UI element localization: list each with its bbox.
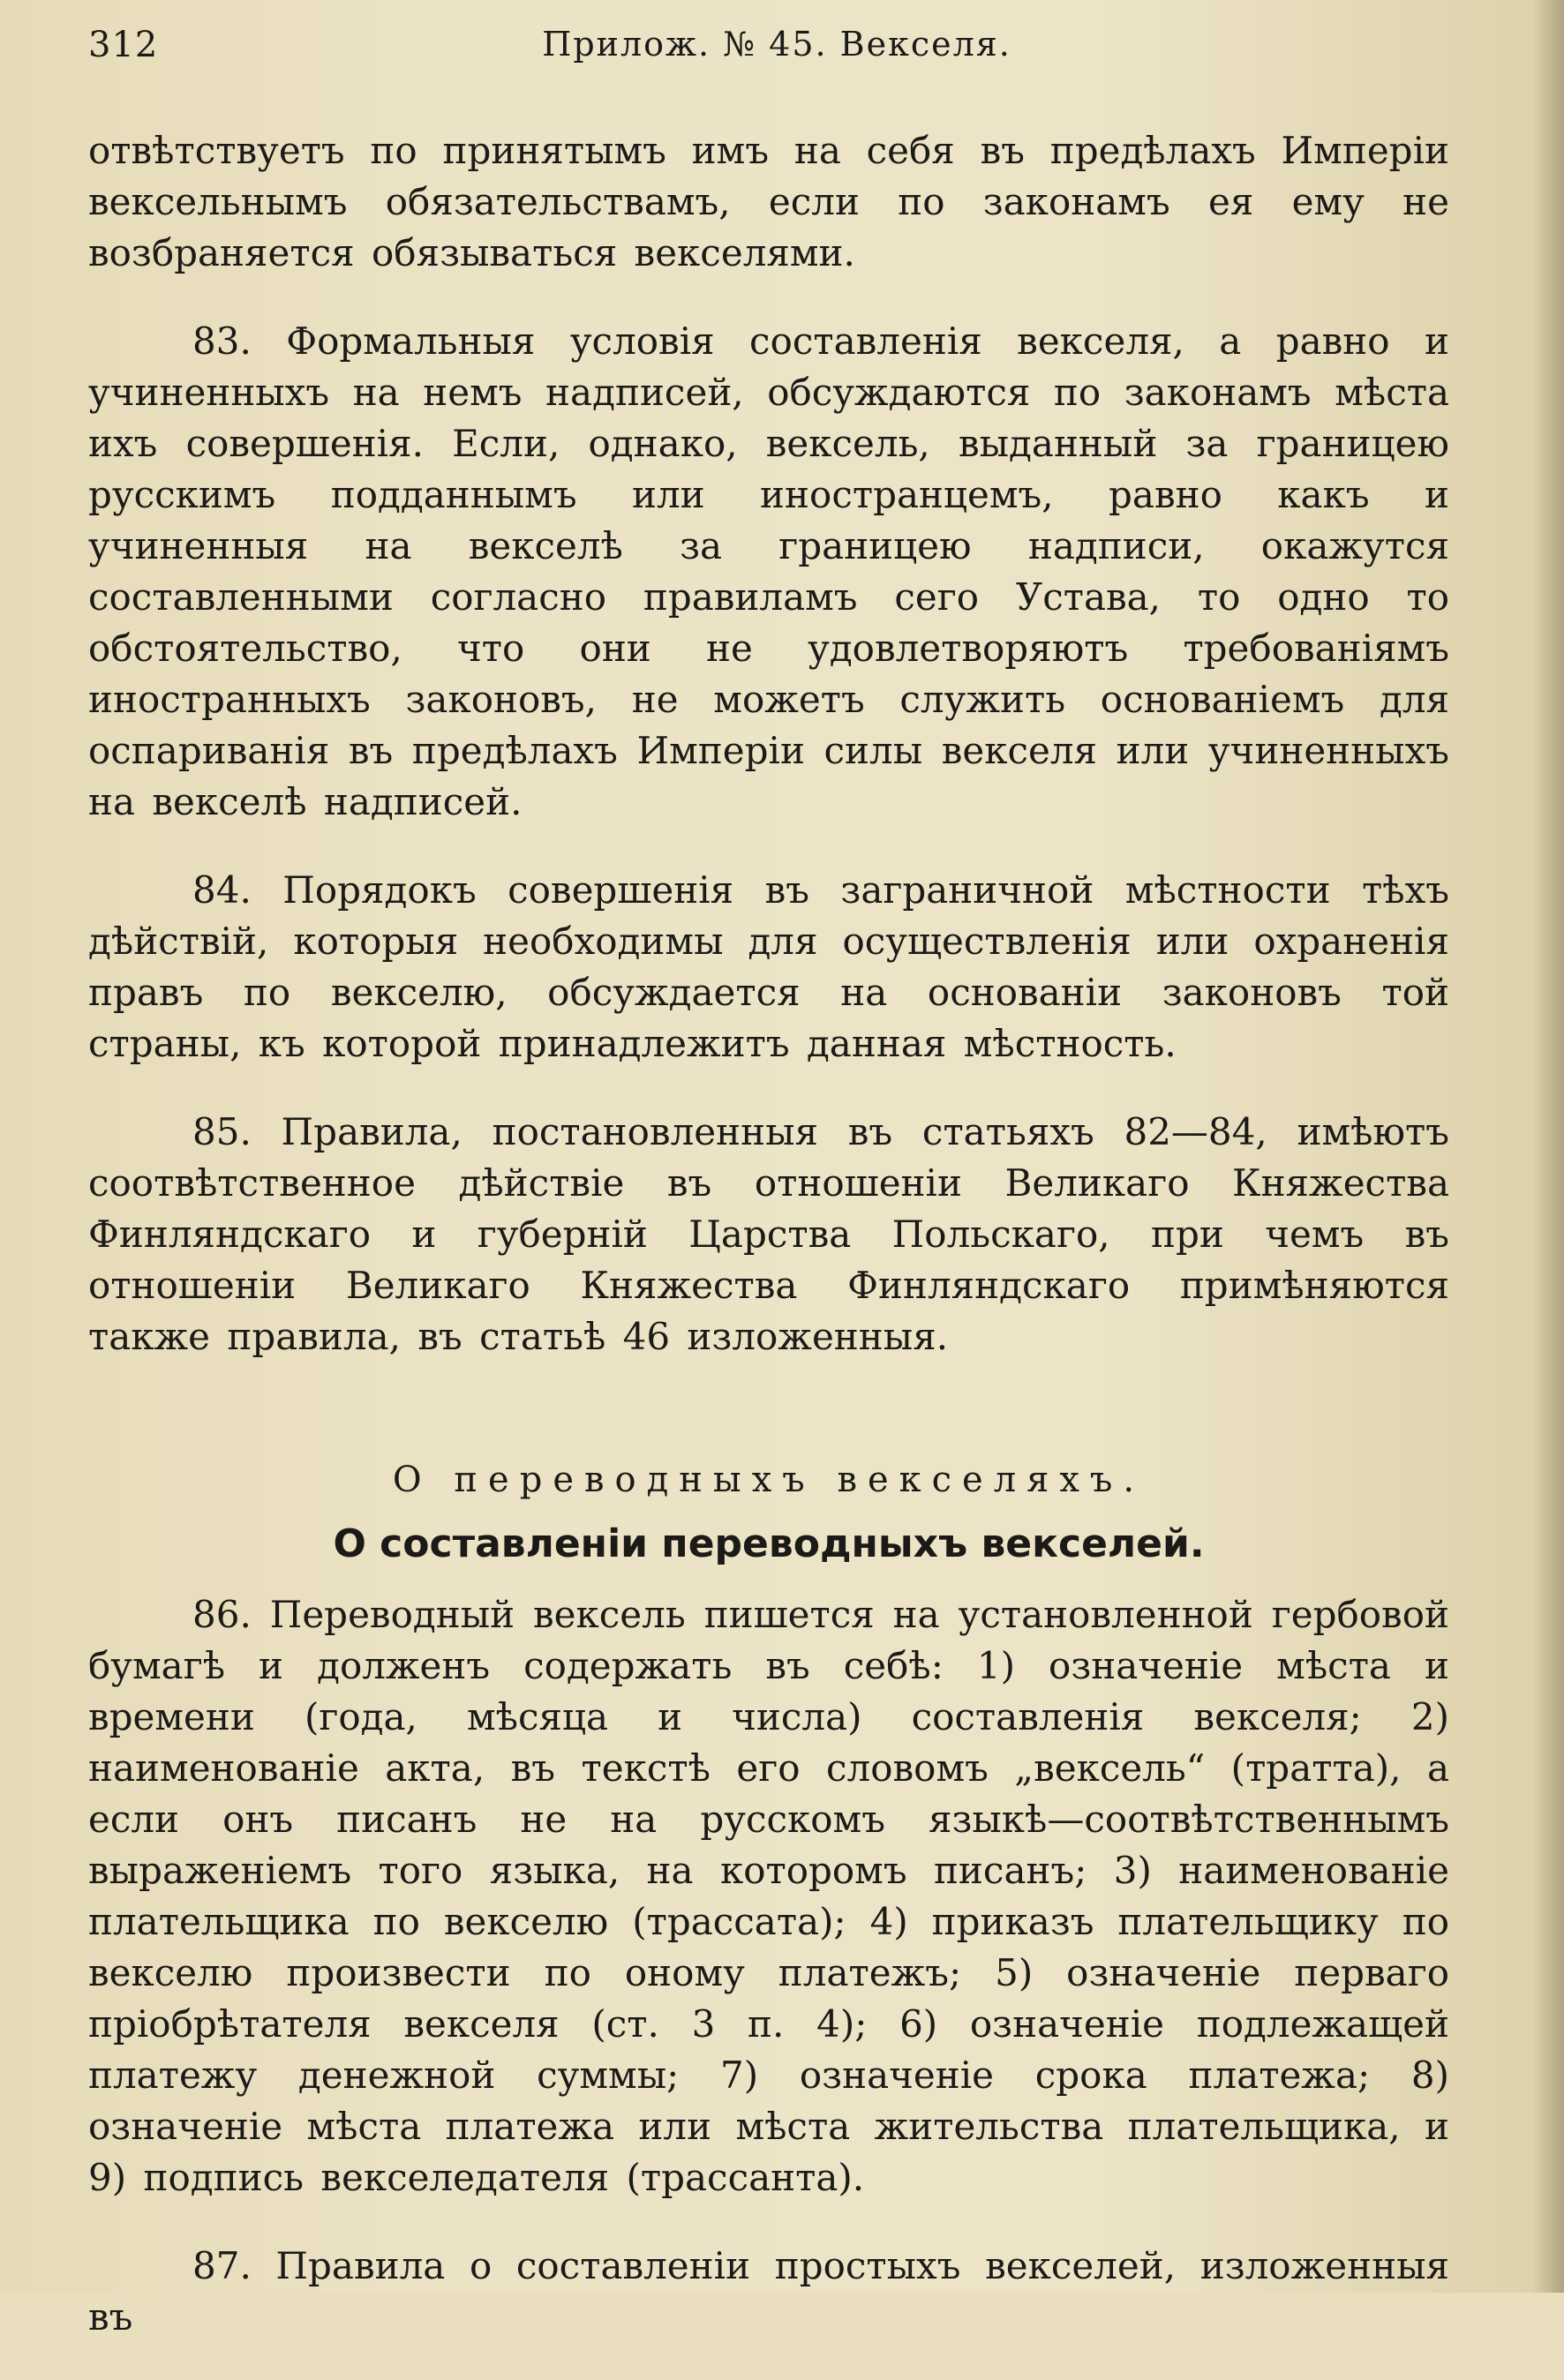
article-83: 83. Формальныя условія составленія векселя, а равно и учиненныхъ на немъ надписей, обсуждаются по законамъ мѣста ихъ совершенія. Если, однако, вексель, выданный за границею русскимъ подданнымъ или иностранцемъ, равно какъ и учиненныя на векселѣ за границею надписи, окажутся составленными согласно правиламъ сего Устава, то одно то обстоятельство, что они не удовлетворяютъ требованіямъ иностранныхъ законовъ, не можетъ служить основаніемъ для оспариванія въ предѣлахъ Имперіи силы векселя или учиненныхъ на векселѣ надписей. bbox=[88, 319, 1449, 823]
page-number: 312 bbox=[88, 25, 159, 65]
subsection-heading: О составленіи переводныхъ векселей. bbox=[333, 1521, 1205, 1566]
page-header bbox=[88, 25, 1465, 78]
article-84: 84. Порядокъ совершенія въ заграничной мѣстности тѣхъ дѣйствій, которыя необходимы для осуществленія или охраненія правъ по векселю, обсуждается на основаніи законовъ той страны, къ которой принадлежитъ данная мѣстность. bbox=[88, 868, 1449, 1065]
paragraph-continuation: отвѣтствуетъ по принятымъ имъ на себя въ предѣлахъ Имперіи вексельнымъ обязательствамъ, если по законамъ ея ему не возбраняется обязываться векселями. bbox=[88, 129, 1449, 274]
page-edge-shadow bbox=[1532, 0, 1564, 2293]
section-heading: О переводныхъ векселяхъ. bbox=[392, 1460, 1146, 1500]
article-86: 86. Переводный вексель пишется на установленной гербовой бумагѣ и долженъ содержать въ себѣ: 1) означеніе мѣста и времени (года, мѣсяца и числа) составленія векселя; 2) наименованіе акта, въ текстѣ его словомъ „вексель“ (тратта), а если онъ писанъ не на русскомъ языкѣ—соотвѣтственнымъ выраженіемъ того языка, на которомъ писанъ; 3) наименованіе плательщика по векселю (трассата); 4) приказъ плательщику по векселю произвести по оному платежъ; 5) означеніе перваго пріобрѣтателя векселя (ст. 3 п. 4); 6) означеніе подлежащей платежу денежной суммы; 7) означеніе срока платежа; 8) означеніе мѣста платежа или мѣста жительства плательщика, и 9) подпись векселедателя (трассанта). bbox=[88, 1593, 1449, 2199]
article-85: 85. Правила, постановленныя въ статьяхъ 82—84, имѣютъ соотвѣтственное дѣйствіе въ отношеніи Великаго Княжества Финляндскаго и губерній Царства Польскаго, при чемъ въ отношеніи Великаго Княжества Финляндскаго примѣняются также правила, въ статьѣ 46 изложенныя. bbox=[88, 1110, 1449, 1358]
running-title: Прилож. № 45. Векселя. bbox=[542, 25, 1011, 64]
article-87: 87. Правила о составленіи простыхъ векселей, изложенныя въ bbox=[88, 2244, 1449, 2339]
document-body bbox=[88, 125, 1449, 2380]
